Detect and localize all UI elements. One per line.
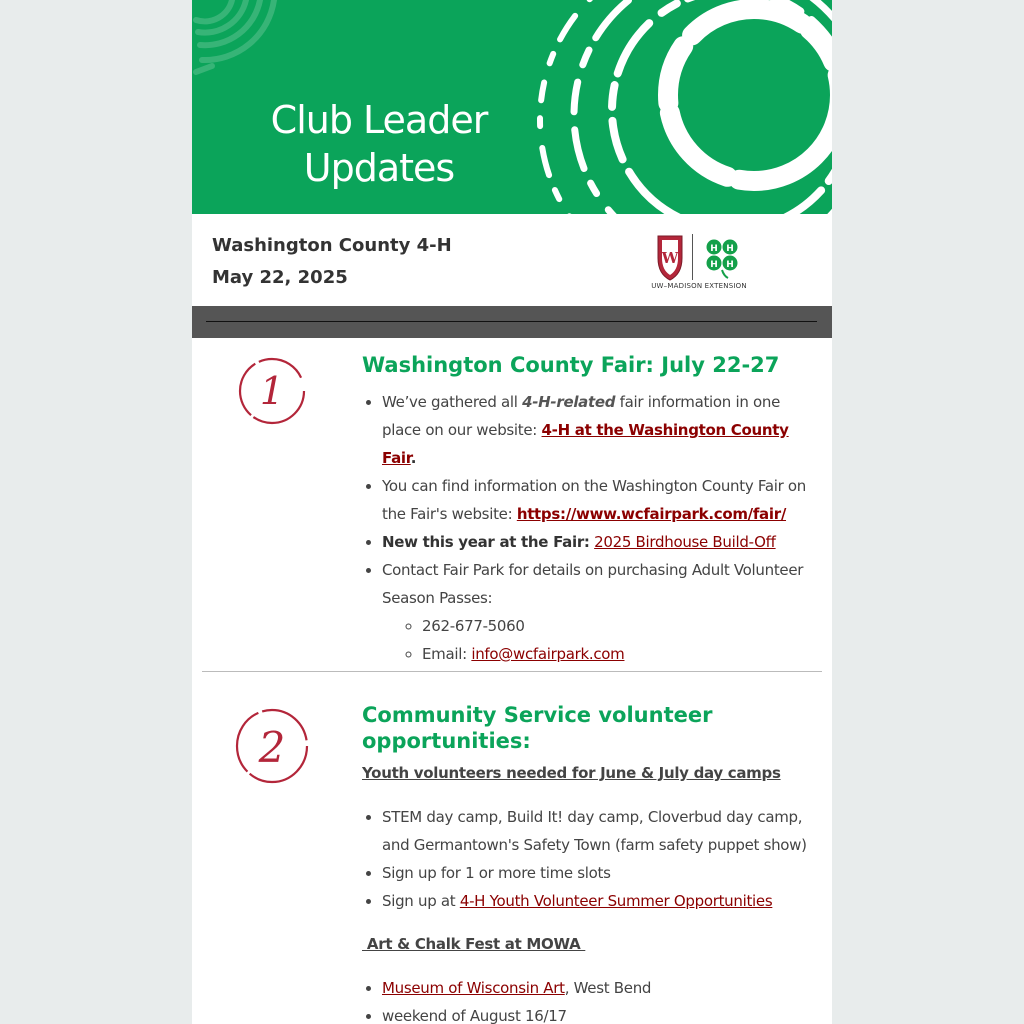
list-item: • STEM day camp, Build It! day camp, Cloverbud day camp, and Germantown's Safety Town (farm safety puppet show) <box>382 803 832 859</box>
chalk-fest-subheading: Art & Chalk Fest at MOWA <box>362 935 586 953</box>
list-item: • We’ve gathered all 4-H-related fair information in one place on our website: 4-H at the Washington County Fair. <box>382 388 812 472</box>
wcfairpark-link[interactable]: https://www.wcfairpark.com/fair/ <box>516 505 787 523</box>
list-item: • Sign up for 1 or more time slots <box>382 859 832 887</box>
svg-text:H: H <box>726 260 734 270</box>
list-item: • You can find information on the Washington County Fair on the Fair's website: https://www.wcfairpark.com/fair/ <box>382 472 812 528</box>
banner-title-line1: Club Leader <box>270 98 488 142</box>
svg-text:W: W <box>661 249 679 267</box>
newsletter-page <box>192 0 832 1024</box>
header-banner <box>192 0 832 214</box>
contact-sublist <box>382 612 812 668</box>
banner-title-line2: Updates <box>303 146 455 190</box>
section-number-1-circle <box>236 356 310 428</box>
contact-email: ◦ Email: info@wcfairpark.com <box>422 640 812 668</box>
svg-text:H: H <box>710 244 718 254</box>
new-this-year-label: New this year at the Fair: <box>382 533 590 551</box>
birdhouse-buildoff-link[interactable]: 2025 Birdhouse Build-Off <box>594 533 776 551</box>
list-item: • Sign up at 4-H Youth Volunteer Summer Opportunities <box>382 887 832 915</box>
section-2-title-line2: opportunities: <box>362 729 531 753</box>
list-item: • Museum of Wisconsin Art, West Bend <box>382 974 832 1002</box>
svg-text:H: H <box>710 260 718 270</box>
list-item: • Contact Fair Park for details on purchasing Adult Volunteer Season Passes: ◦ 262-677-5060 ◦ Email: info@wcfairpark.com <box>382 556 812 668</box>
svg-text:H: H <box>726 244 734 254</box>
chalk-fest-list <box>362 974 832 1024</box>
contact-phone: ◦ 262-677-5060 <box>422 612 812 640</box>
4h-fair-website-link[interactable]: 4-H at the Washington County Fair <box>382 421 789 467</box>
list-item: • weekend of August 16/17 <box>382 1002 832 1024</box>
section-separator <box>202 671 822 672</box>
email-link[interactable]: info@wcfairpark.com <box>471 645 625 663</box>
newsletter-date: May 22, 2025 <box>212 267 348 288</box>
list-item <box>382 528 812 556</box>
org-info <box>212 230 452 294</box>
day-camps-subheading: Youth volunteers needed for June & July day camps <box>362 764 781 782</box>
volunteer-opportunities-link[interactable]: 4-H Youth Volunteer Summer Opportunities <box>459 892 773 910</box>
uw-madison-extension-logo <box>648 232 750 294</box>
section-2-title <box>362 702 712 754</box>
section-number-2: 2 <box>258 723 286 772</box>
fair-info-list <box>362 388 812 668</box>
section-number-1: 1 <box>259 369 285 413</box>
section-number-2-circle <box>234 708 312 786</box>
org-name: Washington County 4-H <box>212 235 452 256</box>
logo-caption: UW–MADISON EXTENSION <box>651 282 747 290</box>
emphasis-text: 4-H-related <box>522 393 616 411</box>
section-divider-bar <box>192 306 832 338</box>
uw-crest-and-clover-icon <box>648 232 750 282</box>
day-camp-list <box>362 803 832 915</box>
section-1-title: Washington County Fair: July 22-27 <box>362 353 780 377</box>
banner-title <box>240 96 518 192</box>
mowa-link[interactable]: Museum of Wisconsin Art <box>382 979 565 997</box>
section-2-title-line1: Community Service volunteer <box>362 703 713 727</box>
divider-rule <box>206 321 817 322</box>
